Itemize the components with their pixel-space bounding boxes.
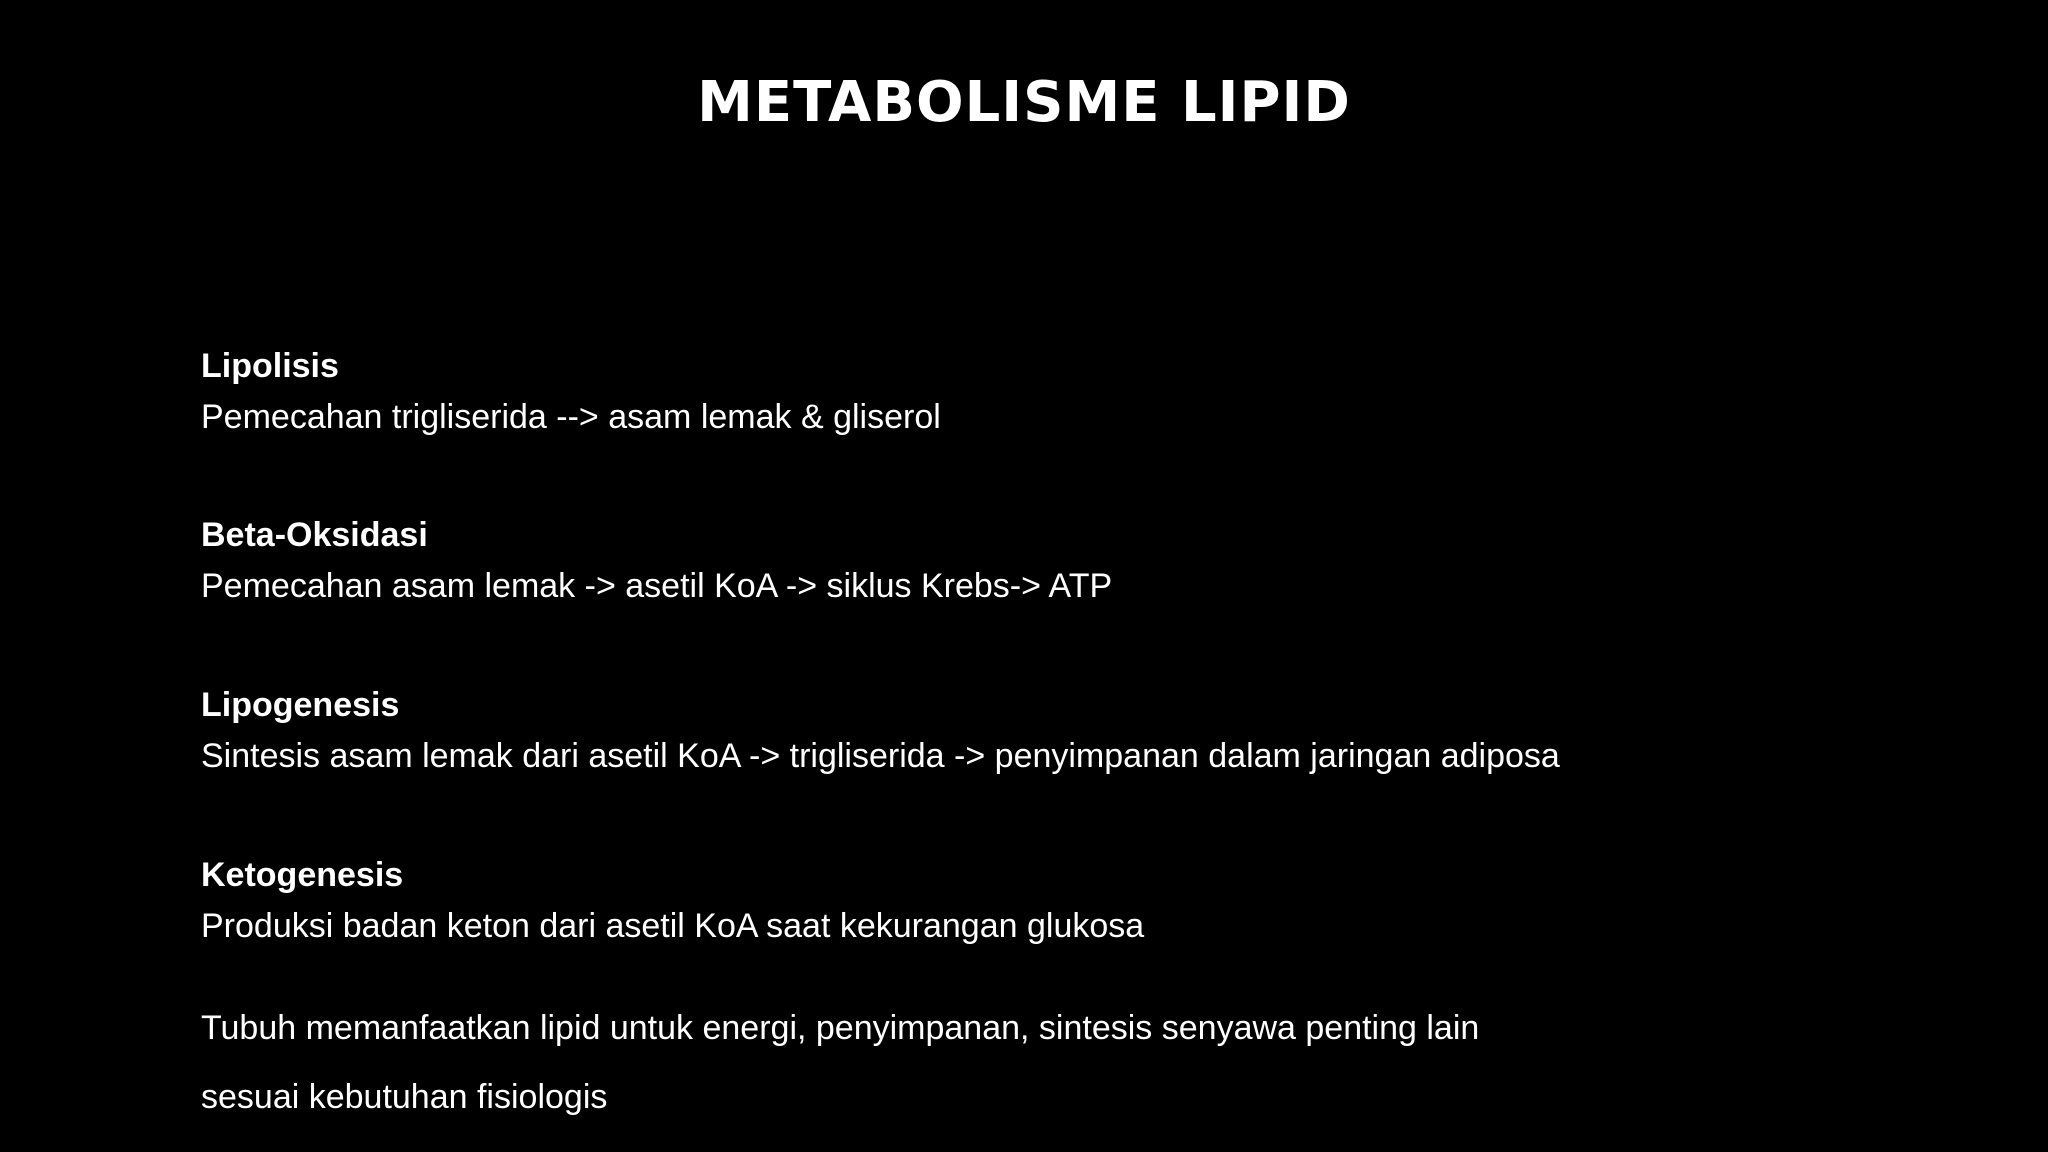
section-ketogenesis — [201, 855, 1901, 946]
section-heading: Lipolisis — [201, 347, 339, 385]
section-description: Produksi badan keton dari asetil KoA saat kekurangan glukosa — [201, 907, 1145, 945]
summary-text — [201, 994, 1901, 1132]
section-description: Pemecahan asam lemak -> asetil KoA -> siklus Krebs-> ATP — [201, 567, 1113, 605]
section-heading: Lipogenesis — [201, 686, 400, 724]
section-beta-oksidasi — [201, 515, 1901, 606]
summary-line-1: Tubuh memanfaatkan lipid untuk energi, penyimpanan, sintesis senyawa penting lain — [201, 1009, 1480, 1047]
section-description: Sintesis asam lemak dari asetil KoA -> trigliserida -> penyimpanan dalam jaringan adiposa — [201, 737, 1560, 775]
section-lipolisis — [201, 346, 1901, 437]
slide-title: METABOLISME LIPID — [697, 70, 1351, 135]
summary-line-2: sesuai kebutuhan fisiologis — [201, 1078, 608, 1116]
section-description: Pemecahan trigliserida --> asam lemak & gliserol — [201, 398, 941, 436]
section-lipogenesis — [201, 685, 1901, 776]
section-heading: Beta-Oksidasi — [201, 516, 428, 554]
section-heading: Ketogenesis — [201, 856, 404, 894]
